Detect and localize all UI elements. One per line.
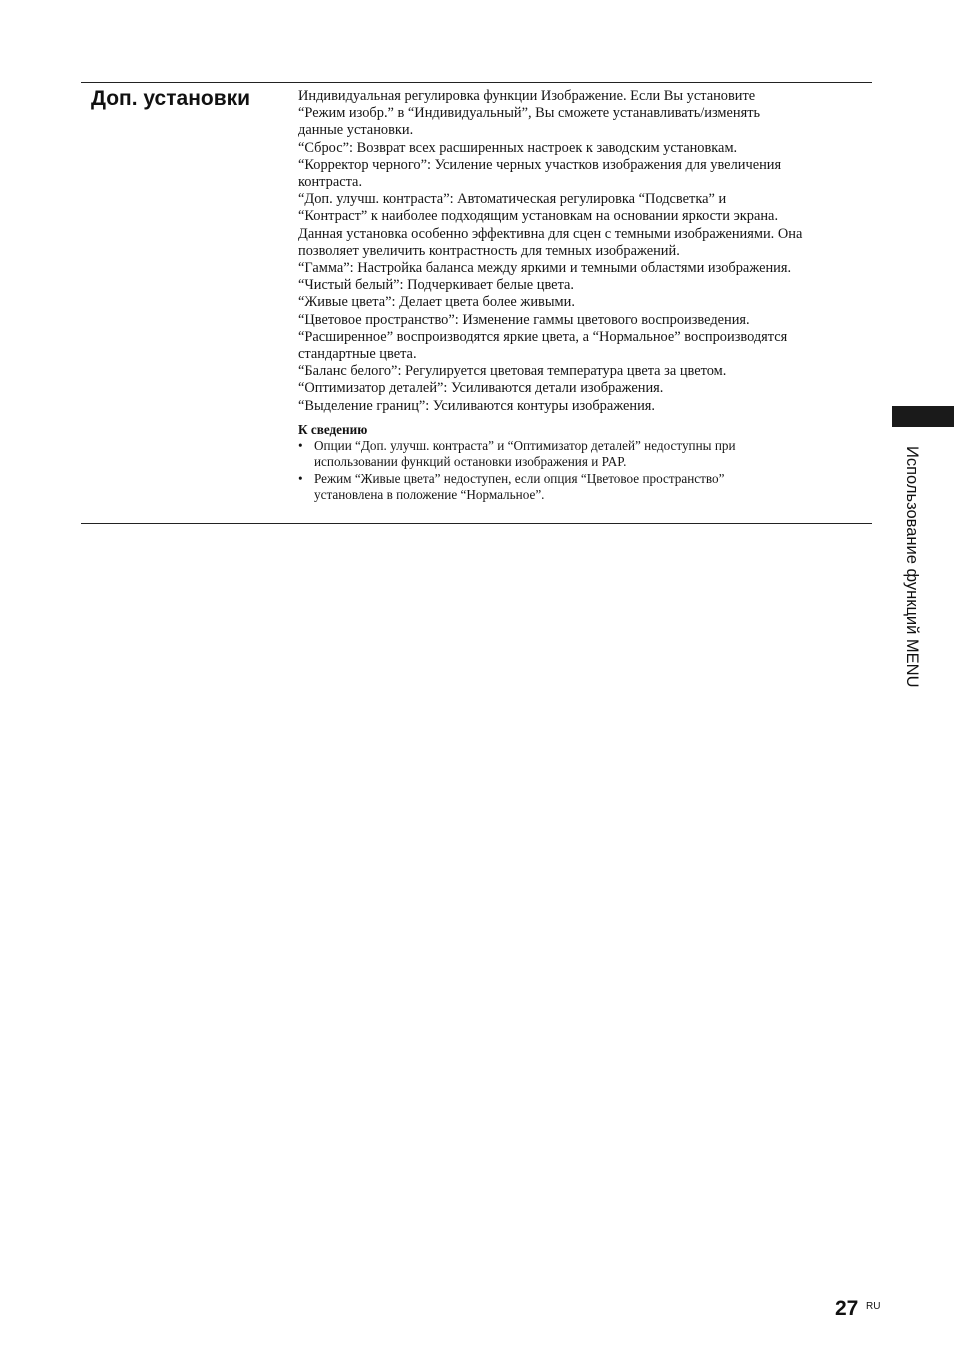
description-line: “Расширенное” воспроизводятся яркие цвета, а “Нормальное” воспроизводятся xyxy=(298,328,788,345)
description-line: Данная установка особенно эффективна для сцен с темными изображениями. Она xyxy=(298,225,803,242)
chapter-side-label: Использование функций MENU xyxy=(903,446,921,688)
description-line: “Цветовое пространство”: Изменение гаммы цветового воспроизведения. xyxy=(298,311,750,328)
chapter-tab-marker xyxy=(892,406,954,427)
section-description xyxy=(298,88,876,504)
description-line: “Сброс”: Возврат всех расширенных настроек к заводским установкам. xyxy=(298,139,738,156)
description-line: позволяет увеличить контрастность для темных изображений. xyxy=(298,242,680,259)
top-divider xyxy=(81,82,872,83)
section-title: Доп. установки xyxy=(91,87,251,110)
description-line: “Корректор черного”: Усиление черных участков изображения для увеличения xyxy=(298,156,782,173)
note-line: установлена в положение “Нормальное”. xyxy=(314,487,545,503)
description-line: контраста. xyxy=(298,174,363,191)
description-line: “Выделение границ”: Усиливаются контуры изображения. xyxy=(298,397,656,414)
note-line: Опции “Доп. улучш. контраста” и “Оптимизатор деталей” недоступны при xyxy=(314,437,736,453)
description-line: “Доп. улучш. контраста”: Автоматическая регулировка “Подсветка” и xyxy=(298,191,727,208)
page-language-code: RU xyxy=(866,1301,881,1312)
description-line: “Гамма”: Настройка баланса между яркими и темными областями изображения. xyxy=(298,260,792,277)
description-line: данные установки. xyxy=(298,122,414,139)
description-line: “Баланс белого”: Регулируется цветовая температура цвета за цветом. xyxy=(298,363,727,380)
page-number: 27 xyxy=(835,1297,859,1320)
description-line: Индивидуальная регулировка функции Изображение. Если Вы установите xyxy=(298,88,756,104)
description-line: “Оптимизатор деталей”: Усиливаются детали изображения. xyxy=(298,380,664,397)
description-line: стандартные цвета. xyxy=(298,346,417,363)
bullet-icon: • xyxy=(298,437,303,453)
description-line: “Режим изобр.” в “Индивидуальный”, Вы сможете устанавливать/изменять xyxy=(298,105,761,122)
note-line: Режим “Живые цвета” недоступен, если опция “Цветовое пространство” xyxy=(314,470,725,486)
bottom-divider xyxy=(81,523,872,524)
description-line: “Чистый белый”: Подчеркивает белые цвета. xyxy=(298,277,575,294)
description-line: “Контраст” к наиболее подходящим установкам на основании яркости экрана. xyxy=(298,208,779,225)
bullet-icon: • xyxy=(298,470,303,486)
note-heading: К сведению xyxy=(298,421,368,437)
note-line: использовании функций остановки изображения и PAP. xyxy=(314,454,627,470)
description-line: “Живые цвета”: Делает цвета более живыми. xyxy=(298,294,575,311)
note-item xyxy=(298,438,876,471)
note-block xyxy=(298,421,876,504)
note-item xyxy=(298,471,876,504)
